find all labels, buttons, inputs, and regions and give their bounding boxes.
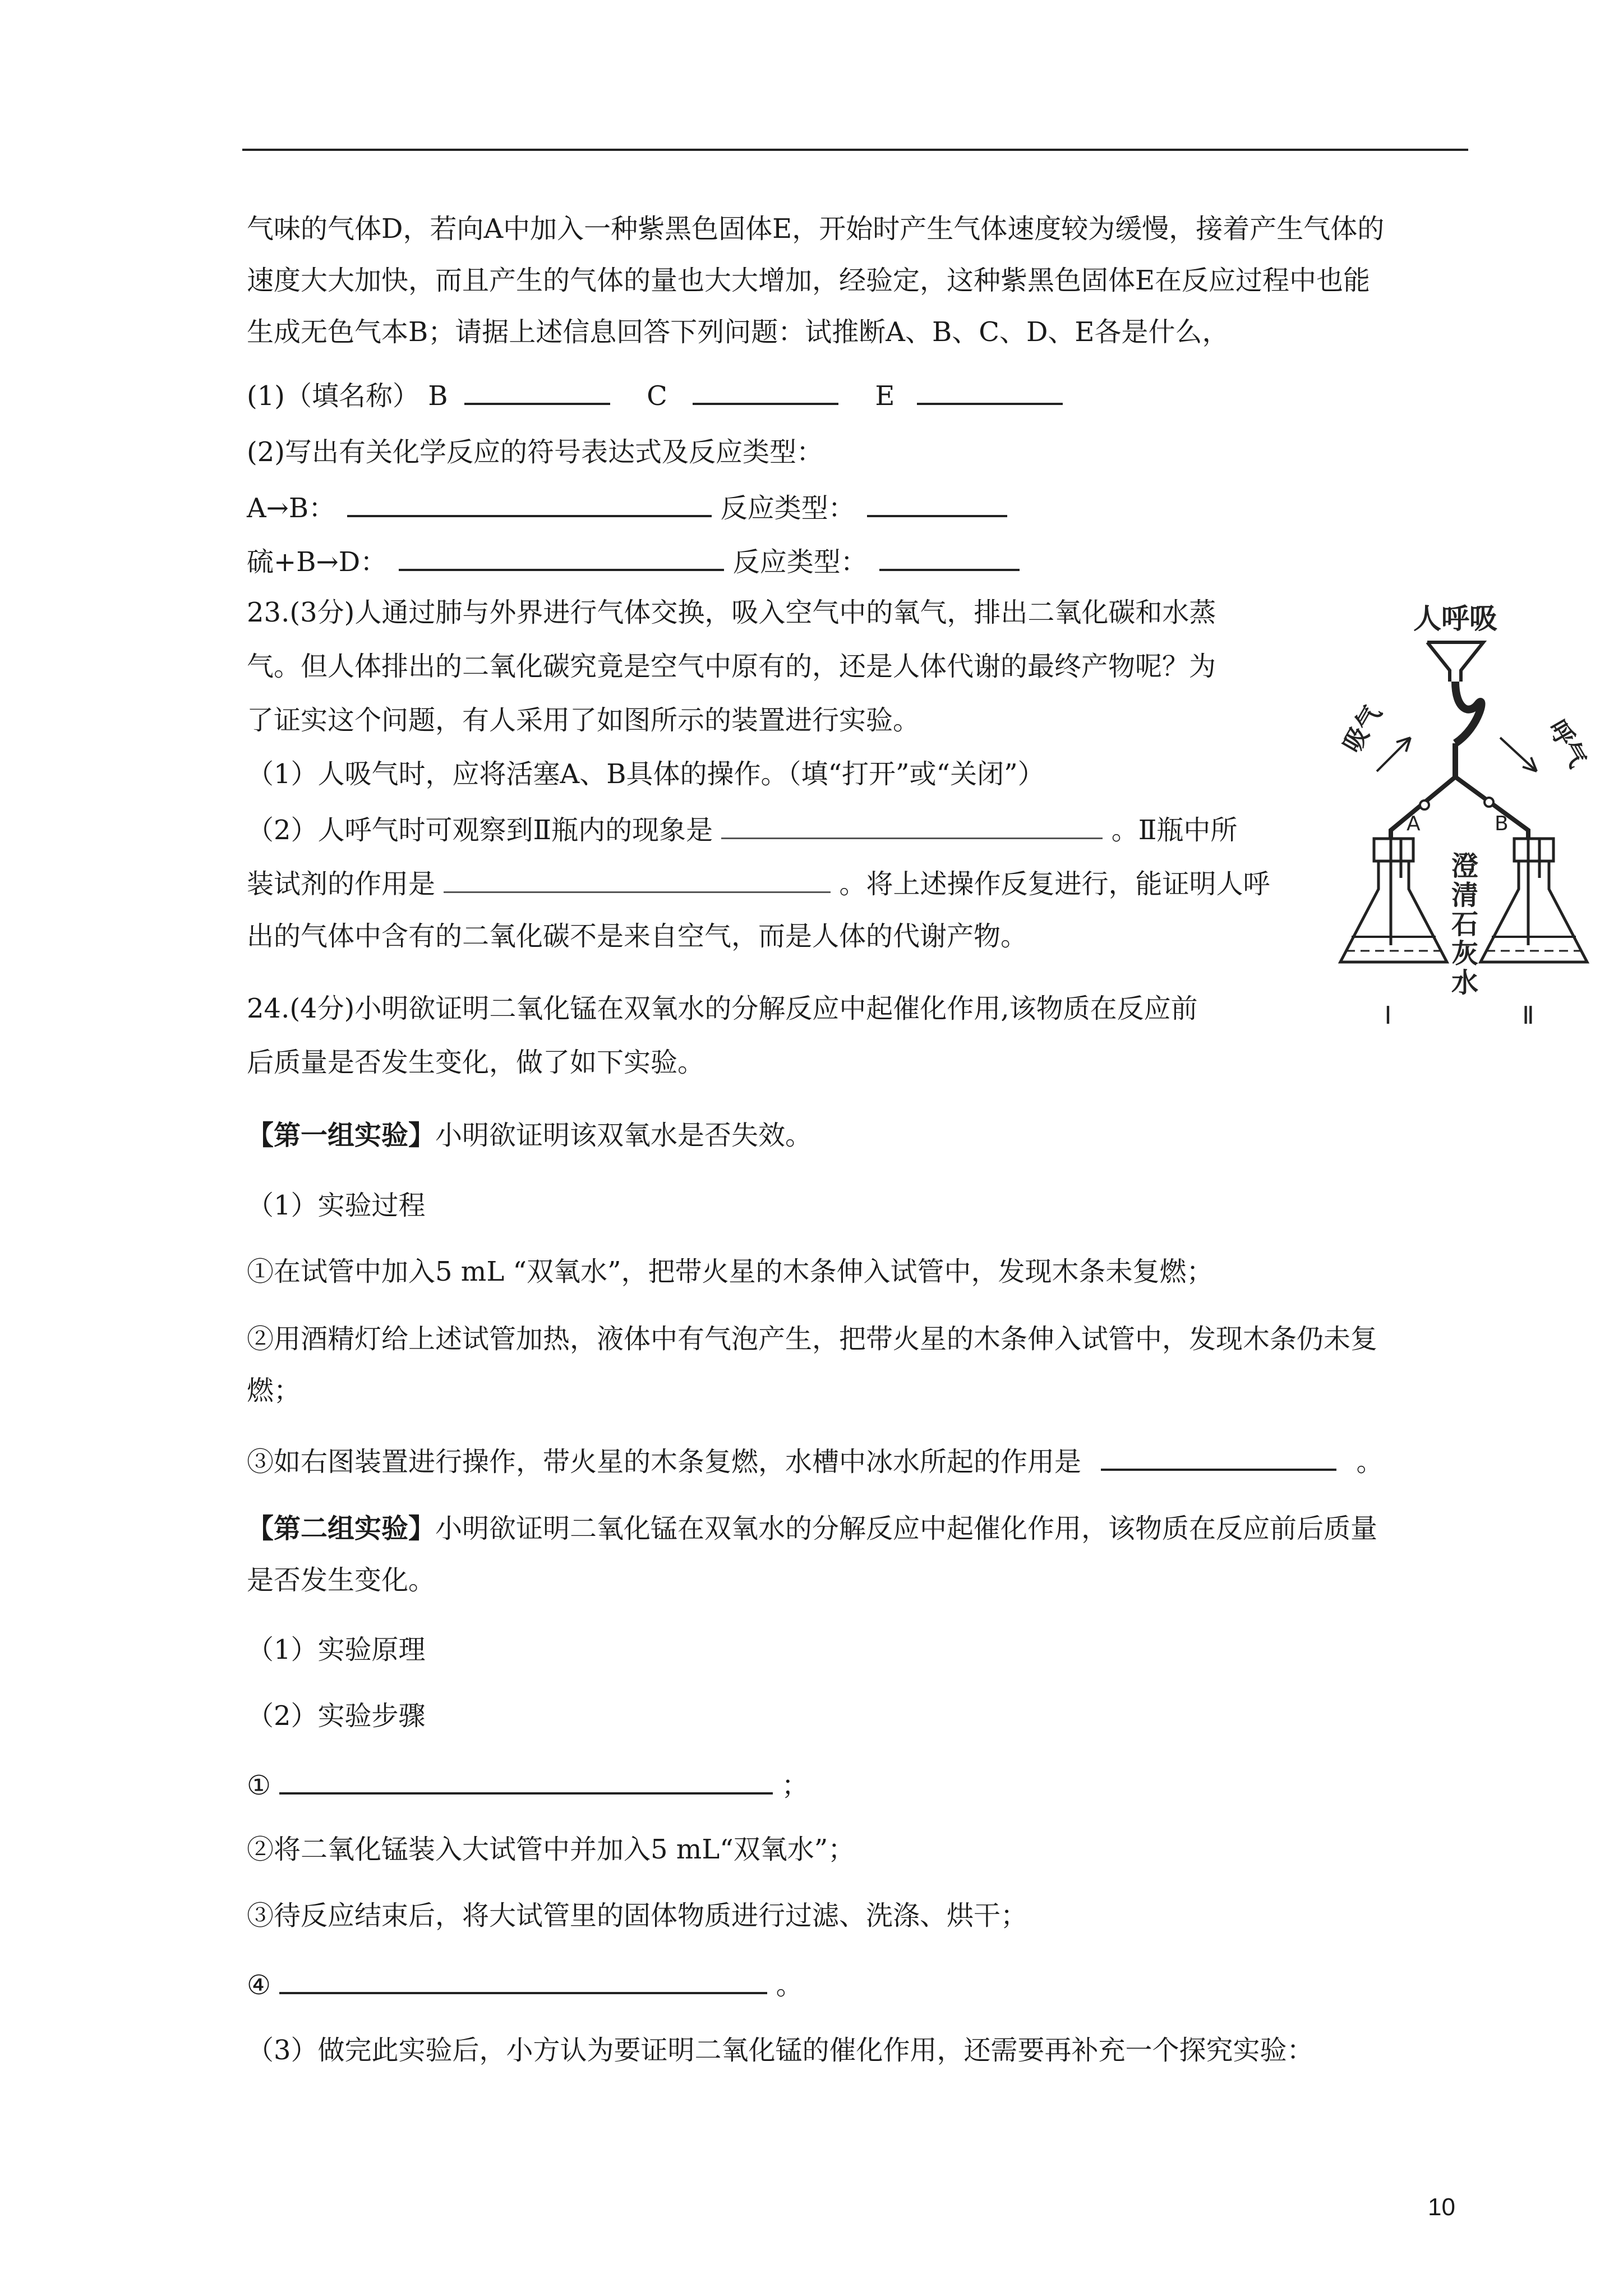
exhale-label: 呼气 <box>1542 715 1592 772</box>
right-branch-tube <box>1455 777 1528 839</box>
group-2-heading <box>247 1512 1377 1545</box>
ice-water-role-blank[interactable] <box>1101 1443 1336 1471</box>
answer-blank-e[interactable] <box>917 377 1063 405</box>
group-1-step-c-end: 。 <box>1356 1446 1384 1478</box>
valve-b-label: B <box>1495 812 1509 835</box>
group-1-step-b-line-1: ②用酒精灯给上述试管加热，液体中有气泡产生，把带火星的木条伸入试管中，发现木条仍未复 <box>247 1323 1378 1355</box>
q23-line-1: 23.(3分)人通过肺与外界进行气体交换，吸入空气中的氧气，排出二氧化碳和水蒸 <box>247 597 1216 628</box>
q23-line-3: 了证实这个问题，有人采用了如图所示的装置进行实验。 <box>247 705 920 736</box>
group-2-text-line-2: 是否发生变化。 <box>247 1565 436 1596</box>
group-2-step-4-num: ④ <box>247 1970 271 2001</box>
q22-label-e: E <box>875 380 895 412</box>
valve-a-label: A <box>1407 812 1421 835</box>
valve-b-icon <box>1484 798 1493 807</box>
group-2-steps-heading: （2）实验步骤 <box>247 1700 426 1732</box>
group-2-step-1 <box>247 1766 809 1802</box>
flask-1 <box>1340 839 1447 962</box>
reaction-2-label: 硫+B→D： <box>247 546 388 578</box>
q22-part-2: (2)写出有关化学反应的符号表达式及反应类型： <box>247 436 823 468</box>
q23-line-5-end: 。Ⅱ瓶中所 <box>1111 815 1238 846</box>
group-2-step-4 <box>247 1966 803 2002</box>
q22-text-line-2: 速度大大加快，而且产生的气体的量也大大增加，经验定，这种紫黑色固体E在反应过程中也能 <box>247 265 1371 296</box>
group-1-text: 小明欲证明该双氧水是否失效。 <box>435 1120 813 1151</box>
q24-line-2: 后质量是否发生变化，做了如下实验。 <box>247 1047 705 1078</box>
answer-blank-b[interactable] <box>464 377 610 405</box>
answer-blank-c[interactable] <box>693 377 838 405</box>
reaction-1-type-blank[interactable] <box>867 489 1007 517</box>
group-1-step-c <box>247 1443 1384 1479</box>
q23-line-5-start: （2）人呼气时可观察到Ⅱ瓶内的现象是 <box>247 815 713 846</box>
group-2-title: 【第二组实验】 <box>247 1513 436 1544</box>
group-1-step-b-line-2: 燃； <box>247 1375 301 1406</box>
reaction-1-blank[interactable] <box>347 489 712 517</box>
group-2-part-3: （3）做完此实验后，小方认为要证明二氧化锰的催化作用，还需要再补充一个探究实验： <box>247 2035 1314 2066</box>
q23-line-7: 出的气体中含有的二氧化碳不是来自空气，而是人体的代谢产物。 <box>247 921 1028 952</box>
q23-reagent-blank[interactable] <box>444 866 831 893</box>
q22-reaction-1 <box>247 489 1007 525</box>
reaction-1-type-label: 反应类型： <box>720 493 855 524</box>
page-number: 10 <box>1428 2193 1455 2221</box>
q22-text-line-1: 气味的气体D，若向A中加入一种紫黑色固体E，开始时产生气体速度较为缓慢，接着产生气体的 <box>247 213 1385 245</box>
group-2-step-1-num: ① <box>247 1770 271 1801</box>
group-1-step-heading: （1）实验过程 <box>247 1190 426 1221</box>
q22-part-1-label: (1)（填名称） B <box>247 380 448 412</box>
flask-2 <box>1481 839 1587 962</box>
group-2-step-3: ③待反应结束后，将大试管里的固体物质进行过滤、洗涤、烘干； <box>247 1900 1028 1931</box>
q22-text-line-3: 生成无色气本B；请据上述信息回答下列问题：试推断A、B、C、D、E各是什么， <box>247 316 1229 348</box>
q23-phenomenon-blank[interactable] <box>721 812 1103 839</box>
funnel-icon <box>1427 642 1483 682</box>
q23-line-6 <box>247 866 1270 901</box>
q23-line-6-start: 装试剂的作用是 <box>247 868 436 900</box>
group-2-text: 小明欲证明二氧化锰在双氧水的分解反应中起催化作用，该物质在反应前后质量 <box>435 1513 1378 1544</box>
group-2-step-2: ②将二氧化锰装入大试管中并加入5 mL“双氧水”； <box>247 1834 855 1865</box>
exhale-arrow-icon <box>1500 738 1537 771</box>
group-1-heading <box>247 1119 812 1152</box>
reaction-1-label: A→B： <box>247 493 336 524</box>
header-rule <box>242 149 1468 151</box>
q23-line-2: 气。但人体排出的二氧化碳究竟是空气中原有的，还是人体代谢的最终产物呢？为 <box>247 651 1216 682</box>
q22-reaction-2 <box>247 543 1020 579</box>
group-1-step-c-text: ③如右图装置进行操作，带火星的木条复燃，水槽中冰水所起的作用是 <box>247 1446 1082 1478</box>
group-2-step-1-end: ； <box>781 1770 809 1801</box>
inhale-label: 吸气 <box>1338 700 1387 758</box>
rubber-tube <box>1455 682 1482 743</box>
inhale-arrow-icon <box>1377 738 1410 771</box>
group-2-step-4-end: 。 <box>776 1970 803 2001</box>
reaction-2-blank[interactable] <box>399 543 724 571</box>
q23-line-6-end: 。将上述操作反复进行，能证明人呼 <box>839 868 1270 900</box>
q22-part-1 <box>247 377 1063 413</box>
figure-title: 人呼吸 <box>1413 602 1497 635</box>
flask-2-label: Ⅱ <box>1522 1001 1534 1030</box>
breathing-apparatus-figure <box>1335 597 1623 1035</box>
reaction-2-type-blank[interactable] <box>879 543 1020 571</box>
q23-line-5 <box>247 812 1237 847</box>
group-1-step-a: ①在试管中加入5 mL “双氧水”，把带火星的木条伸入试管中，发现木条未复燃； <box>247 1256 1214 1287</box>
q24-line-1: 24.(4分)小明欲证明二氧化锰在双氧水的分解反应中起催化作用,该物质在反应前 <box>247 993 1198 1024</box>
step-1-blank[interactable] <box>279 1766 773 1795</box>
group-1-title: 【第一组实验】 <box>247 1120 436 1151</box>
flask-1-label: Ⅰ <box>1384 1001 1392 1030</box>
reaction-2-type-label: 反应类型： <box>732 546 868 578</box>
q22-label-c: C <box>647 380 667 412</box>
q23-line-4: （1）人吸气时，应将活塞A、B具体的操作。（填“打开”或“关闭”） <box>247 758 1045 790</box>
reagent-label: 澄清石灰水 <box>1451 850 1479 999</box>
step-4-blank[interactable] <box>279 1966 767 1994</box>
group-2-principle-heading: （1）实验原理 <box>247 1634 426 1665</box>
valve-a-icon <box>1420 800 1429 809</box>
